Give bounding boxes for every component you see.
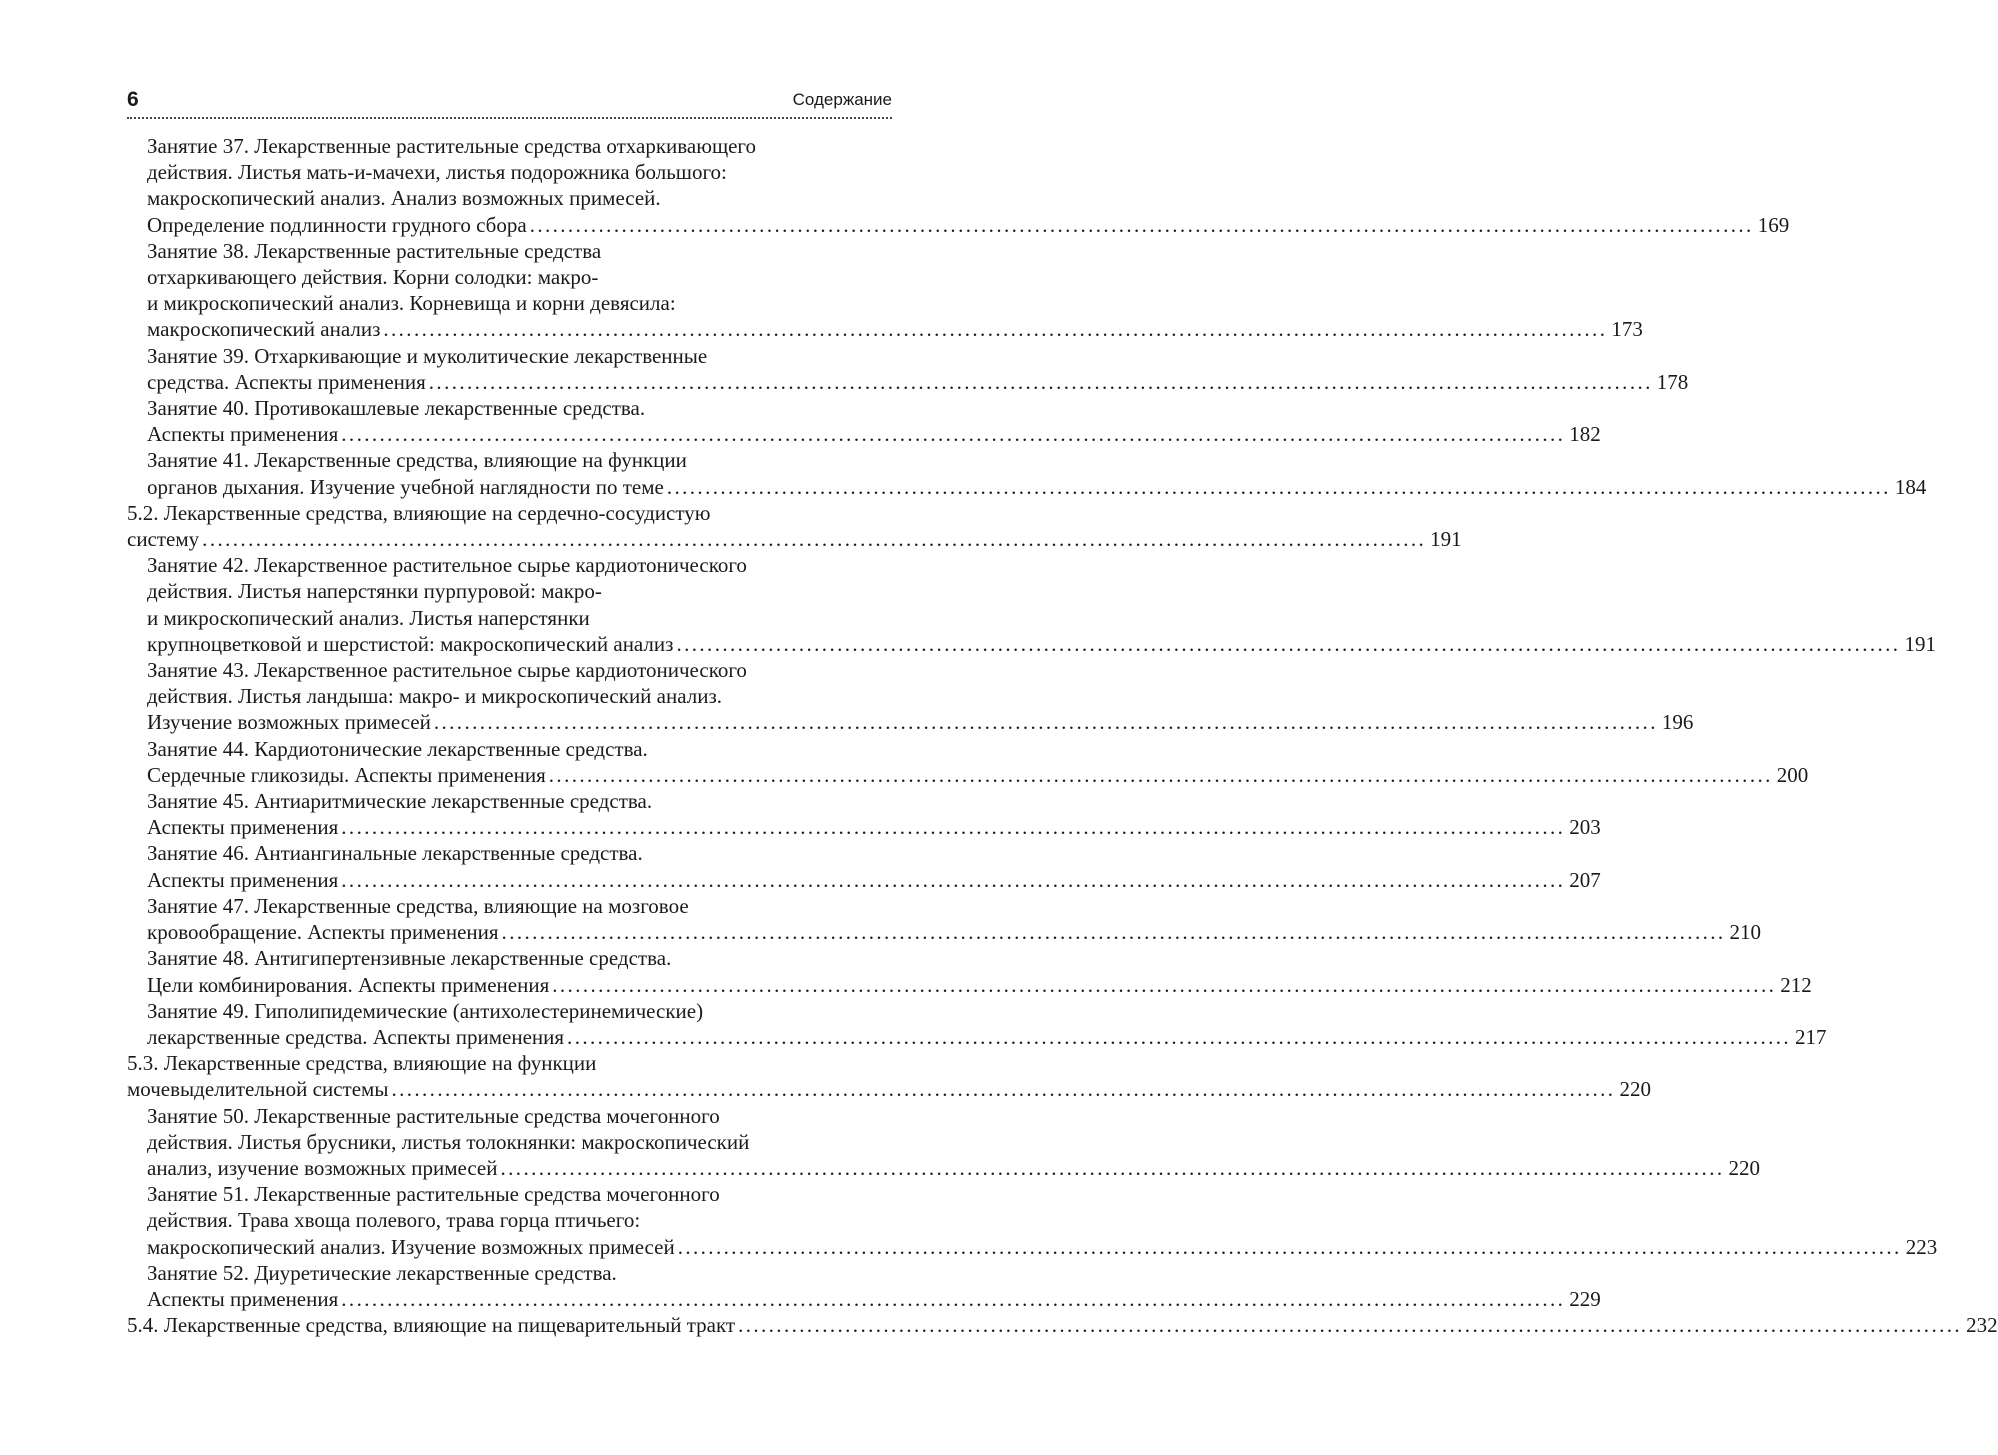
toc-entry-last-line [127, 867, 1601, 893]
dot-leader: ................................................................................................................................................................ [548, 762, 1773, 787]
toc-lesson-entry [127, 788, 1601, 840]
toc-entry-line: Занятие 40. Противокашлевые лекарственные средства. [147, 396, 646, 421]
toc-entry-line: действия. Листья мать-и-мачехи, листья подорожника большого: [147, 160, 727, 185]
toc-entry-line: действия. Трава хвоща полевого, трава горца птичьего: [147, 1208, 641, 1233]
toc-entry-line: Аспекты применения [147, 815, 339, 840]
toc-entry-line: 5.4. Лекарственные средства, влияющие на пищеварительный тракт [127, 1313, 736, 1338]
toc-entry-line: действия. Листья ландыша: макро- и микроскопический анализ. [147, 684, 722, 709]
toc-page-number: 173 [1611, 317, 1643, 342]
toc-entry-line: кровообращение. Аспекты применения [147, 920, 499, 945]
toc-entry-last-line [127, 474, 1927, 500]
dot-leader: ................................................................................................................................................................ [529, 212, 1754, 237]
toc-lesson-entry [127, 447, 1927, 499]
toc-entry-last-line [127, 919, 1762, 945]
toc-page-number: 220 [1619, 1077, 1651, 1102]
dot-leader: ................................................................................................................................................................ [676, 631, 1901, 656]
toc-lesson-entry [127, 657, 1694, 736]
toc-page-number: 210 [1729, 920, 1762, 945]
page-header [127, 86, 892, 116]
toc-lesson-entry [127, 238, 1643, 343]
toc-entry-line: средства. Аспекты применения [147, 369, 426, 394]
toc-page-number: 203 [1569, 815, 1601, 840]
toc-lesson-entry [127, 343, 1689, 395]
toc-entry-line: Занятие 49. Гиполипидемические (антихолестеринемические) [147, 998, 704, 1023]
dot-leader: ................................................................................................................................................................ [500, 1155, 1725, 1180]
dot-leader: ................................................................................................................................................................ [341, 1286, 1566, 1311]
toc-page-number: 207 [1569, 867, 1601, 892]
toc-entry-line: действия. Листья наперстянки пурпуровой: макро- [147, 579, 602, 604]
toc-page-number: 182 [1569, 422, 1601, 447]
toc-section-entry [127, 1312, 1998, 1338]
toc-entry-line: 5.3. Лекарственные средства, влияющие на функции [127, 1051, 597, 1076]
toc-lesson-entry [127, 893, 1762, 945]
toc-entry-line: макроскопический анализ. Изучение возможных примесей [147, 1234, 675, 1259]
toc-lesson-entry [127, 1181, 1938, 1260]
running-head: Содержание [792, 90, 892, 109]
page-number: 6 [127, 88, 139, 111]
toc-page-number: 232 [1966, 1313, 1998, 1338]
toc-lesson-entry [127, 133, 1790, 238]
toc-entry-line: лекарственные средства. Аспекты применения [147, 1024, 565, 1049]
toc-lesson-entry [127, 840, 1601, 892]
toc-page-number: 184 [1894, 474, 1927, 499]
toc-entry-line: органов дыхания. Изучение учебной наглядности по теме [147, 474, 664, 499]
toc-entry-line: Занятие 52. Диуретические лекарственные средства. [147, 1260, 617, 1285]
dot-leader: ................................................................................................................................................................ [383, 317, 1608, 342]
toc-entry-line: Аспекты применения [147, 867, 339, 892]
dot-leader: ................................................................................................................................................................ [666, 474, 1891, 499]
dot-leader: ................................................................................................................................................................ [738, 1313, 1963, 1338]
toc-page-number: 178 [1656, 369, 1689, 394]
toc-page-number: 191 [1430, 527, 1462, 552]
toc-entry-last-line [127, 1155, 1760, 1181]
toc-lesson-entry [127, 1260, 1601, 1312]
toc-entry-line: систему [127, 527, 200, 552]
dot-leader: ................................................................................................................................................................ [677, 1234, 1902, 1259]
toc-entry-line: действия. Листья брусники, листья толокнянки: макроскопический [147, 1129, 750, 1154]
toc-entry-last-line [127, 814, 1601, 840]
toc-lesson-entry [127, 998, 1827, 1050]
toc-entry-line: Занятие 48. Антигипертензивные лекарственные средства. [147, 946, 672, 971]
toc-entry-line: Занятие 42. Лекарственное растительное сырье кардиотонического [147, 553, 747, 578]
toc-entry-line: Занятие 39. Отхаркивающие и муколитические лекарственные [147, 343, 708, 368]
toc-entry-last-line [127, 631, 1936, 657]
toc-page-number: 220 [1728, 1155, 1760, 1180]
toc-entry-last-line [127, 421, 1601, 447]
toc-entry-line: Сердечные гликозиды. Аспекты применения [147, 762, 546, 787]
toc-entry-line: макроскопический анализ. Анализ возможных примесей. [147, 186, 661, 211]
dot-leader: ................................................................................................................................................................ [428, 369, 1653, 394]
header-dotted-rule [127, 117, 892, 119]
toc-entry-line: 5.2. Лекарственные средства, влияющие на сердечно-сосудистую [127, 500, 711, 525]
dot-leader: ................................................................................................................................................................ [501, 920, 1726, 945]
toc-lesson-entry [127, 1103, 1760, 1182]
toc-page-number: 212 [1780, 972, 1812, 997]
toc-entry-line: Занятие 45. Антиаритмические лекарственные средства. [147, 789, 653, 814]
toc-lesson-entry [127, 736, 1809, 788]
toc-entry-line: Изучение возможных примесей [147, 710, 431, 735]
toc-entry-line: мочевыделительной системы [127, 1077, 389, 1102]
dot-leader: ................................................................................................................................................................ [567, 1024, 1792, 1049]
toc-entry-line: Занятие 43. Лекарственное растительное сырье кардиотонического [147, 658, 747, 683]
dot-leader: ................................................................................................................................................................ [391, 1077, 1616, 1102]
toc-entry-last-line [127, 526, 1462, 552]
toc-entry-last-line [127, 709, 1694, 735]
toc-entry-last-line [127, 369, 1689, 395]
toc-lesson-entry [127, 552, 1936, 657]
toc-entry-line: Занятие 50. Лекарственные растительные средства мочегонного [147, 1103, 720, 1128]
dot-leader: ................................................................................................................................................................ [341, 422, 1566, 447]
toc-entry-line: Определение подлинности грудного сбора [147, 212, 527, 237]
toc-page-number: 191 [1904, 631, 1936, 656]
toc-page-number: 229 [1569, 1286, 1601, 1311]
toc-entry-line: Занятие 38. Лекарственные растительные средства [147, 238, 602, 263]
toc-entry-line: Занятие 41. Лекарственные средства, влияющие на функции [147, 448, 687, 473]
toc-entry-line: Аспекты применения [147, 422, 339, 447]
toc-entry-line: Занятие 47. Лекарственные средства, влияющие на мозговое [147, 893, 689, 918]
toc-page-number: 223 [1905, 1234, 1938, 1259]
toc-page-number: 169 [1757, 212, 1790, 237]
toc-entry-line: анализ, изучение возможных примесей [147, 1155, 498, 1180]
dot-leader: ................................................................................................................................................................ [341, 815, 1566, 840]
toc-page-number: 200 [1776, 762, 1809, 787]
toc-entry-line: Занятие 37. Лекарственные растительные средства отхаркивающего [147, 134, 757, 158]
toc-entry-line: крупноцветковой и шерстистой: макроскопический анализ [147, 631, 674, 656]
toc-entry-line: Цели комбинирования. Аспекты применения [147, 972, 550, 997]
dot-leader: ................................................................................................................................................................ [433, 710, 1658, 735]
toc-entry-line: Занятие 44. Кардиотонические лекарственные средства. [147, 736, 648, 761]
toc-section-entry [127, 500, 1462, 552]
toc-entry-last-line [127, 762, 1809, 788]
table-of-contents [127, 133, 1998, 1338]
toc-entry-line: макроскопический анализ [147, 317, 381, 342]
toc-entry-last-line [127, 316, 1643, 342]
dot-leader: ................................................................................................................................................................ [552, 972, 1777, 997]
toc-lesson-entry [127, 945, 1812, 997]
dot-leader: ................................................................................................................................................................ [341, 867, 1566, 892]
toc-section-entry [127, 1050, 1651, 1102]
dot-leader: ................................................................................................................................................................ [202, 527, 1427, 552]
toc-entry-last-line [127, 1076, 1651, 1102]
toc-entry-last-line [127, 212, 1790, 238]
toc-entry-last-line [127, 1312, 1998, 1338]
toc-entry-last-line [127, 1234, 1938, 1260]
toc-entry-last-line [127, 1286, 1601, 1312]
toc-page-number: 196 [1661, 710, 1694, 735]
toc-entry-line: и микроскопический анализ. Листья наперстянки [147, 605, 590, 630]
toc-entry-last-line [127, 1024, 1827, 1050]
toc-entry-line: Аспекты применения [147, 1286, 339, 1311]
toc-entry-line: отхаркивающего действия. Корни солодки: макро- [147, 265, 599, 290]
toc-entry-last-line [127, 972, 1812, 998]
toc-lesson-entry [127, 395, 1601, 447]
toc-entry-line: Занятие 51. Лекарственные растительные средства мочегонного [147, 1182, 720, 1207]
toc-page-number: 217 [1795, 1024, 1827, 1049]
toc-entry-line: Занятие 46. Антиангинальные лекарственные средства. [147, 841, 643, 866]
toc-entry-line: и микроскопический анализ. Корневища и корни девясила: [147, 291, 676, 316]
